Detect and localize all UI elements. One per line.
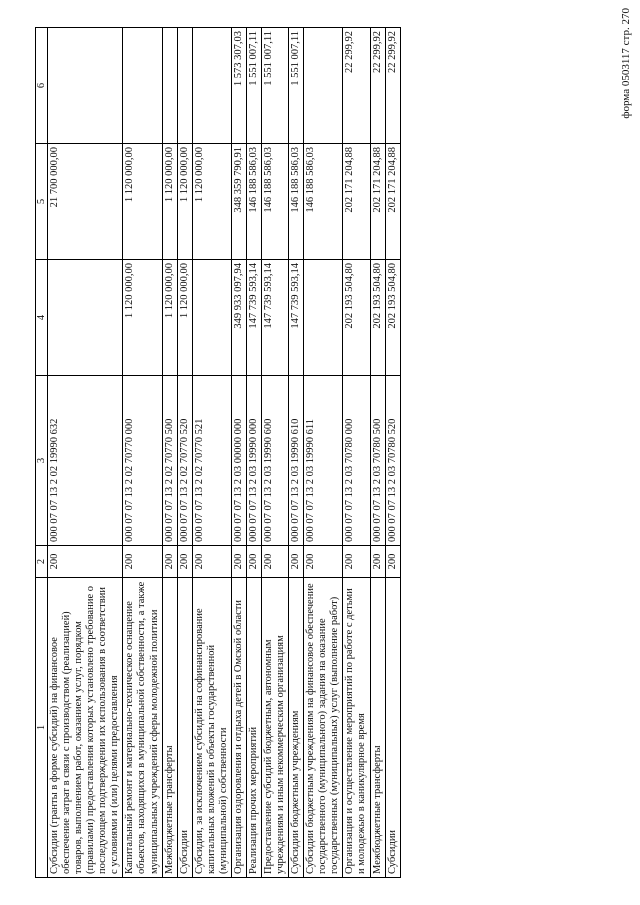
row-executed-cell: 1 120 000,00 xyxy=(123,143,162,259)
row-name-cell: Реализация прочих мероприятий xyxy=(246,577,261,877)
table-body xyxy=(48,27,401,877)
row-unexecuted-cell: 1 551 007,11 xyxy=(246,27,261,143)
table-row xyxy=(385,27,400,877)
row-name-cell: Субсидии xyxy=(385,577,400,877)
row-unexecuted-cell xyxy=(48,27,123,143)
table-row xyxy=(48,27,123,877)
column-number-row xyxy=(36,27,48,877)
rotated-page xyxy=(35,28,605,878)
row-approved-cell: 202 193 504,80 xyxy=(343,259,370,375)
row-approved-cell xyxy=(48,259,123,375)
row-approved-cell xyxy=(192,259,231,375)
table-row xyxy=(370,27,385,877)
row-unexecuted-cell: 1 551 007,11 xyxy=(262,27,289,143)
row-line-code-cell: 200 xyxy=(177,545,192,577)
row-line-code-cell: 200 xyxy=(246,545,261,577)
row-unexecuted-cell: 1 551 007,11 xyxy=(289,27,304,143)
row-unexecuted-cell: 22 299,92 xyxy=(385,27,400,143)
row-line-code-cell: 200 xyxy=(231,545,246,577)
row-executed-cell: 348 359 790,91 xyxy=(231,143,246,259)
row-approved-cell: 1 120 000,00 xyxy=(177,259,192,375)
table-row xyxy=(231,27,246,877)
row-executed-cell: 1 120 000,00 xyxy=(177,143,192,259)
table-row xyxy=(262,27,289,877)
row-executed-cell: 146 188 586,03 xyxy=(289,143,304,259)
column-header: 1 xyxy=(36,577,48,877)
table-row xyxy=(304,27,343,877)
column-header: 3 xyxy=(36,375,48,545)
row-line-code-cell: 200 xyxy=(343,545,370,577)
table-row xyxy=(192,27,231,877)
row-approved-cell: 1 120 000,00 xyxy=(123,259,162,375)
row-name-cell: Субсидии бюджетным учреждениям на финансовое обеспечение государственного (муниципального) задания на оказание государственных (муниципальных) услуг (выполнение работ) xyxy=(304,577,343,877)
row-approved-cell: 349 933 097,94 xyxy=(231,259,246,375)
row-name-cell: Субсидии, за исключением субсидий на софинансирование капитальных вложений в объекты государственной (муниципальной) собственности xyxy=(192,577,231,877)
row-executed-cell: 21 700 000,00 xyxy=(48,143,123,259)
row-name-cell: Субсидии xyxy=(177,577,192,877)
row-budget-code-cell: 000 07 07 13 2 02 19990 632 xyxy=(48,375,123,545)
column-header: 2 xyxy=(36,545,48,577)
row-name-cell: Субсидии бюджетным учреждениям xyxy=(289,577,304,877)
row-unexecuted-cell: 22 299,92 xyxy=(343,27,370,143)
row-budget-code-cell: 000 07 07 13 2 03 19990 611 xyxy=(304,375,343,545)
row-line-code-cell: 200 xyxy=(385,545,400,577)
row-name-cell: Организация и осуществление мероприятий по работе с детьми и молодежью в каникулярное время xyxy=(343,577,370,877)
row-budget-code-cell: 000 07 07 13 2 03 19990 610 xyxy=(289,375,304,545)
row-approved-cell: 147 739 593,14 xyxy=(262,259,289,375)
row-unexecuted-cell: 1 573 307,03 xyxy=(231,27,246,143)
row-unexecuted-cell xyxy=(123,27,162,143)
row-unexecuted-cell xyxy=(177,27,192,143)
column-header: 6 xyxy=(36,27,48,143)
row-budget-code-cell: 000 07 07 13 2 03 70780 500 xyxy=(370,375,385,545)
budget-table xyxy=(35,27,401,878)
row-budget-code-cell: 000 07 07 13 2 03 00000 000 xyxy=(231,375,246,545)
row-approved-cell: 202 193 504,80 xyxy=(385,259,400,375)
row-name-cell: Организация оздоровления и отдыха детей в Омской области xyxy=(231,577,246,877)
row-approved-cell: 1 120 000,00 xyxy=(162,259,177,375)
row-executed-cell: 146 188 586,03 xyxy=(262,143,289,259)
row-budget-code-cell: 000 07 07 13 2 02 70770 000 xyxy=(123,375,162,545)
row-approved-cell: 202 193 504,80 xyxy=(370,259,385,375)
row-budget-code-cell: 000 07 07 13 2 03 70780 520 xyxy=(385,375,400,545)
row-budget-code-cell: 000 07 07 13 2 03 19990 000 xyxy=(246,375,261,545)
row-line-code-cell: 200 xyxy=(192,545,231,577)
row-line-code-cell: 200 xyxy=(304,545,343,577)
row-name-cell: Межбюджетные трансферты xyxy=(370,577,385,877)
row-unexecuted-cell xyxy=(162,27,177,143)
table-row xyxy=(246,27,261,877)
table-row xyxy=(123,27,162,877)
row-unexecuted-cell: 22 299,92 xyxy=(370,27,385,143)
row-line-code-cell: 200 xyxy=(289,545,304,577)
row-executed-cell: 1 120 000,00 xyxy=(192,143,231,259)
row-unexecuted-cell xyxy=(192,27,231,143)
row-approved-cell: 147 739 593,14 xyxy=(246,259,261,375)
row-approved-cell: 147 739 593,14 xyxy=(289,259,304,375)
row-approved-cell xyxy=(304,259,343,375)
row-executed-cell: 202 171 204,88 xyxy=(343,143,370,259)
row-line-code-cell: 200 xyxy=(162,545,177,577)
row-executed-cell: 1 120 000,00 xyxy=(162,143,177,259)
row-budget-code-cell: 000 07 07 13 2 02 70770 500 xyxy=(162,375,177,545)
row-unexecuted-cell xyxy=(304,27,343,143)
row-budget-code-cell: 000 07 07 13 2 02 70770 520 xyxy=(177,375,192,545)
table-row xyxy=(343,27,370,877)
row-executed-cell: 146 188 586,03 xyxy=(304,143,343,259)
table-row xyxy=(177,27,192,877)
row-budget-code-cell: 000 07 07 13 2 03 19990 600 xyxy=(262,375,289,545)
row-line-code-cell: 200 xyxy=(262,545,289,577)
row-executed-cell: 202 171 204,88 xyxy=(370,143,385,259)
table-row xyxy=(162,27,177,877)
row-budget-code-cell: 000 07 07 13 2 02 70770 521 xyxy=(192,375,231,545)
row-name-cell: Предоставление субсидий бюджетным, автономным учреждениям и иным некоммерческим организациям xyxy=(262,577,289,877)
row-line-code-cell: 200 xyxy=(123,545,162,577)
row-line-code-cell: 200 xyxy=(48,545,123,577)
row-executed-cell: 146 188 586,03 xyxy=(246,143,261,259)
column-header: 5 xyxy=(36,143,48,259)
row-name-cell: Субсидии (гранты в форме субсидий) на финансовое обеспечение затрат в связи с производством (реализацией) товаров, выполнением работ, оказанием услуг, порядком (правилами) предоставления которых установлено требование о последующем подтверждении их использования в соответствии с условиями и (или) целями предоставления xyxy=(48,577,123,877)
row-name-cell: Межбюджетные трансферты xyxy=(162,577,177,877)
column-header: 4 xyxy=(36,259,48,375)
form-label: форма 0503117 стр. 270 xyxy=(620,8,632,119)
row-name-cell: Капитальный ремонт и материально-техническое оснащение объектов, находящихся в муниципальной собственности, а также муниципальных учреждений сферы молодежной политики xyxy=(123,577,162,877)
row-executed-cell: 202 171 204,88 xyxy=(385,143,400,259)
row-budget-code-cell: 000 07 07 13 2 03 70780 000 xyxy=(343,375,370,545)
table-row xyxy=(289,27,304,877)
row-line-code-cell: 200 xyxy=(370,545,385,577)
